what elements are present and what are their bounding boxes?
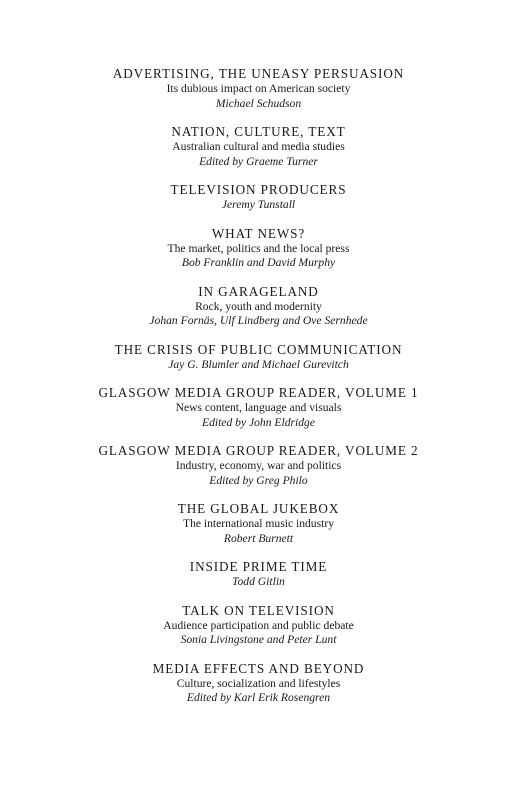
- book-subtitle: The market, politics and the local press: [167, 241, 350, 255]
- book-title: INSIDE PRIME TIME: [189, 559, 328, 574]
- book-author: Edited by Greg Philo: [209, 473, 308, 487]
- series-entry: [0, 284, 517, 329]
- series-entry: [0, 661, 517, 706]
- book-subtitle: Australian cultural and media studies: [172, 140, 345, 153]
- series-entry: [0, 603, 517, 648]
- series-entry: [0, 501, 517, 546]
- series-entry: [0, 182, 517, 213]
- book-title: TALK ON TELEVISION: [182, 602, 335, 618]
- book-title: GLASGOW MEDIA GROUP READER, VOLUME 2: [98, 443, 419, 458]
- series-entry: [0, 559, 517, 590]
- book-author: Jay G. Blumler and Michael Gurevitch: [168, 357, 349, 371]
- book-author: Bob Franklin and David Murphy: [181, 256, 336, 269]
- book-title: NATION, CULTURE, TEXT: [171, 124, 346, 139]
- book-title: WHAT NEWS?: [211, 225, 306, 241]
- book-title: THE GLOBAL JUKEBOX: [177, 501, 340, 516]
- series-entry: [0, 226, 517, 271]
- series-entry: [0, 443, 517, 488]
- series-entry: [0, 124, 517, 169]
- book-title: MEDIA EFFECTS AND BEYOND: [152, 660, 365, 676]
- book-author: Todd Gitlin: [232, 575, 285, 588]
- book-author: Jeremy Tunstall: [221, 198, 296, 211]
- book-subtitle: The international music industry: [182, 517, 334, 530]
- book-title: IN GARAGELAND: [198, 283, 319, 299]
- book-subtitle: Its dubious impact on American society: [166, 82, 351, 95]
- series-entry: [0, 342, 517, 373]
- series-entry: [0, 66, 517, 111]
- book-author: Robert Burnett: [223, 531, 294, 545]
- book-author: Edited by Karl Erik Rosengren: [186, 691, 331, 704]
- book-author: Sonia Livingstone and Peter Lunt: [180, 633, 337, 646]
- book-title: ADVERTISING, THE UNEASY PERSUASION: [112, 66, 405, 81]
- book-subtitle: Industry, economy, war and politics: [175, 459, 342, 472]
- book-subtitle: News content, language and visuals: [175, 401, 342, 414]
- book-subtitle: Rock, youth and modernity: [195, 299, 322, 313]
- book-series-list: [0, 66, 517, 719]
- book-author: Michael Schudson: [215, 96, 302, 110]
- series-entry: [0, 385, 517, 430]
- book-subtitle: Audience participation and public debate: [163, 618, 354, 632]
- book-author: Edited by John Eldridge: [201, 415, 315, 429]
- book-title: TELEVISION PRODUCERS: [170, 182, 347, 197]
- book-subtitle: Culture, socialization and lifestyles: [176, 676, 341, 690]
- book-title: THE CRISIS OF PUBLIC COMMUNICATION: [114, 341, 403, 357]
- book-author: Edited by Graeme Turner: [199, 154, 318, 168]
- book-author: Johan Fornäs, Ulf Lindberg and Ove Sernhede: [149, 314, 368, 327]
- book-title: GLASGOW MEDIA GROUP READER, VOLUME 1: [98, 385, 419, 400]
